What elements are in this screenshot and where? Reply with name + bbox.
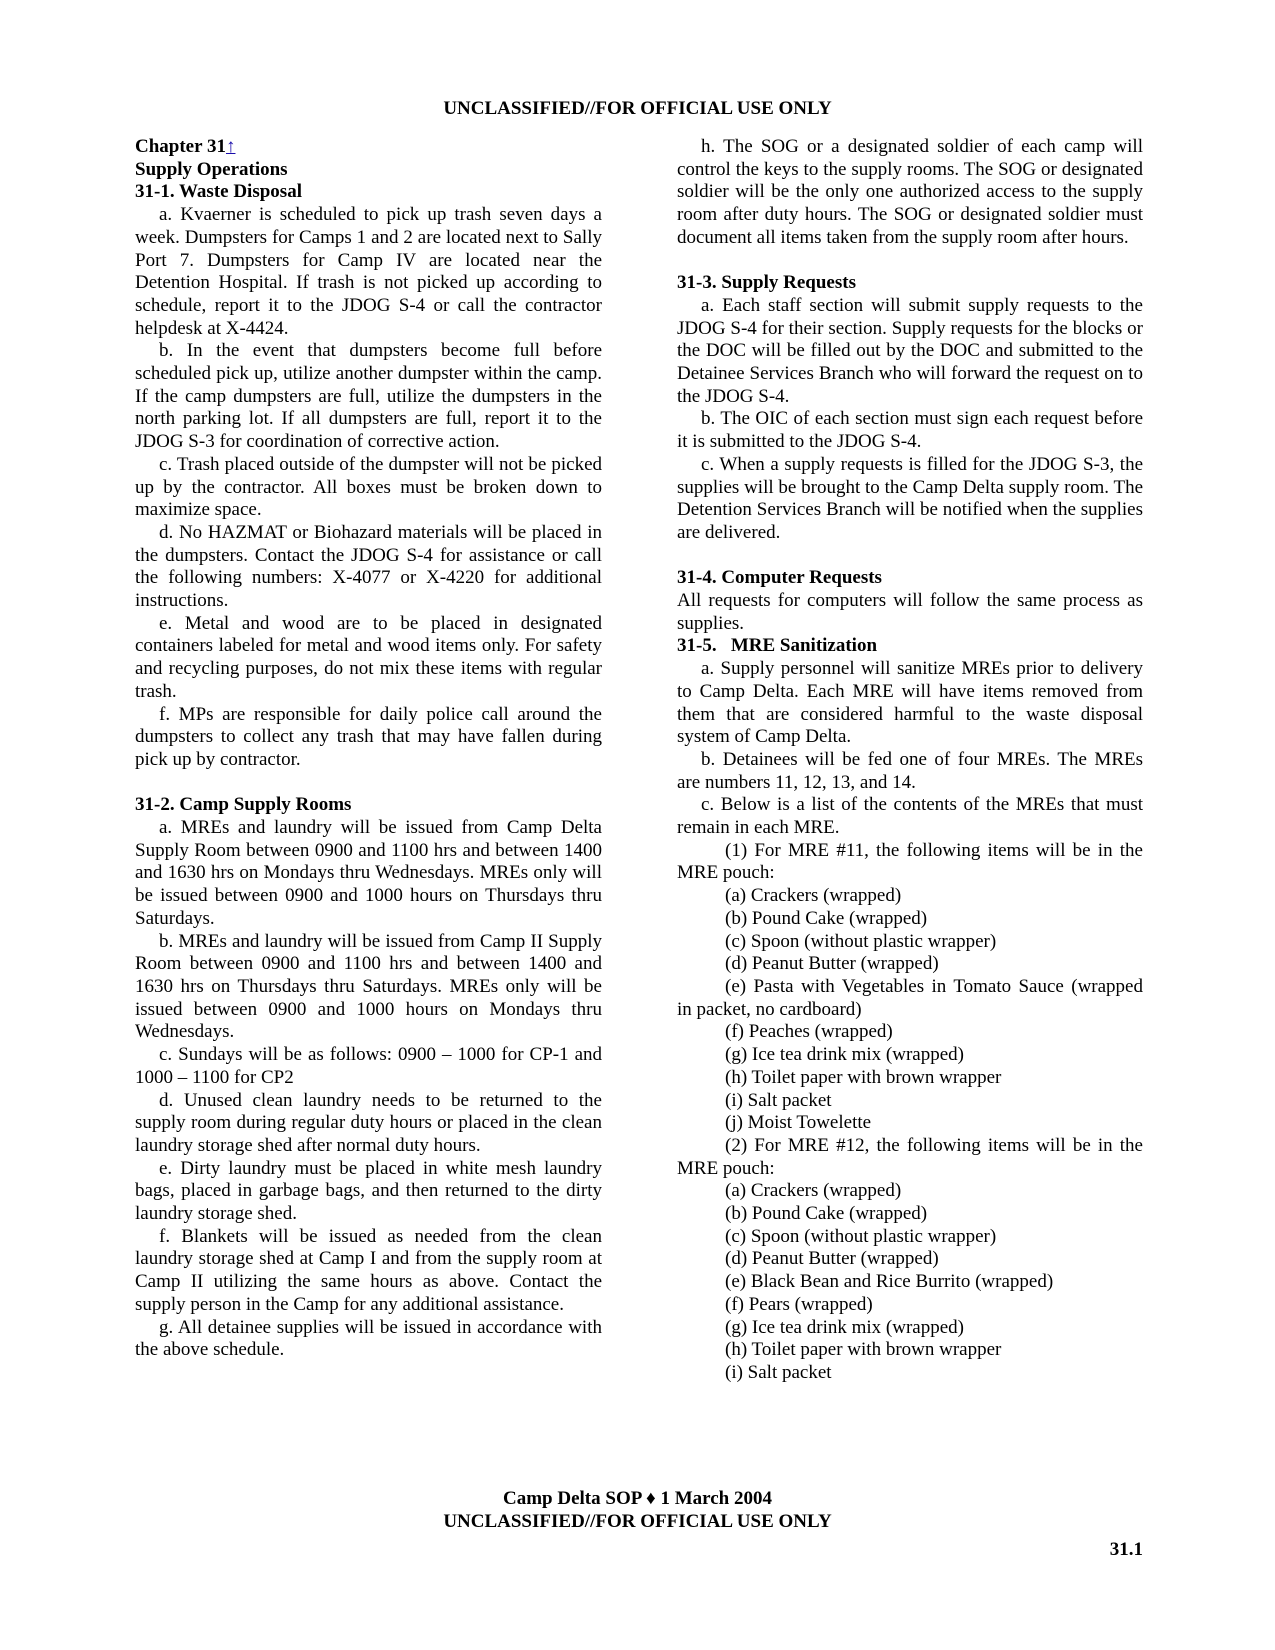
list-item: (e) Black Bean and Rice Burrito (wrapped) xyxy=(725,1271,1054,1293)
list-item: (f) Pears (wrapped) xyxy=(725,1293,873,1315)
paragraph-31-2-a: a. MREs and laundry will be issued from Camp Delta Supply Room between 0900 and 1100 hrs and between 1400 and 1630 hrs on Mondays thru Wednesdays. MREs only will be issued between 0900 and 1000 hours on Thursdays thru Saturdays. xyxy=(135,817,602,929)
right-column xyxy=(677,136,1143,1385)
chapter-title: Supply Operations xyxy=(135,158,288,180)
paragraph-31-2-g: g. All detainee supplies will be issued in accordance with the above schedule. xyxy=(135,1316,602,1361)
paragraph-31-2-b: b. MREs and laundry will be issued from Camp II Supply Room between 0900 and 1100 hrs and between 1400 and 1630 hrs on Thursdays thru Saturdays. MREs only will be issued between 0900 and 1000 hours on Mondays thru Wednesdays. xyxy=(135,930,602,1043)
chapter-heading xyxy=(135,136,602,159)
paragraph-31-3-b: b. The OIC of each section must sign each request before it is submitted to the JDOG S-4. xyxy=(677,408,1143,453)
paragraph-31-5-b: b. Detainees will be fed one of four MREs. The MREs are numbers 11, 12, 13, and 14. xyxy=(677,748,1143,793)
list-item: (g) Ice tea drink mix (wrapped) xyxy=(725,1044,964,1066)
paragraph-31-1-a: a. Kvaerner is scheduled to pick up trash seven days a week. Dumpsters for Camps 1 and 2 are located next to Sally Port 7. Dumpsters for Camp IV are located near the Detention Hospital. If trash is not picked up according to schedule, report it to the JDOG S-4 or call the contractor helpdesk at X-4424. xyxy=(135,204,602,339)
list-item: (h) Toilet paper with brown wrapper xyxy=(725,1066,1002,1088)
list-item: (a) Crackers (wrapped) xyxy=(725,885,902,907)
paragraph-31-1-f: f. MPs are responsible for daily police call around the dumpsters to collect any trash that may have fallen during pick up by contractor. xyxy=(135,703,602,770)
page-number: 31.1 xyxy=(1109,1539,1143,1560)
section-heading-31-2: 31-2. Camp Supply Rooms xyxy=(135,794,352,816)
section-heading-31-1: 31-1. Waste Disposal xyxy=(135,181,302,203)
paragraph-31-2-c: c. Sundays will be as follows: 0900 – 1000 for CP-1 and 1000 – 1100 for CP2 xyxy=(135,1044,602,1088)
list-item: (c) Spoon (without plastic wrapper) xyxy=(725,930,997,952)
paragraph-31-1-b: b. In the event that dumpsters become full before scheduled pick up, utilize another dumpster within the camp. If the camp dumpsters are full, utilize the dumpsters in the north parking lot. If all dumpsters are full, report it to the JDOG S-3 for coordination of corrective action. xyxy=(135,340,602,453)
paragraph-31-4: All requests for computers will follow the same process as supplies. xyxy=(677,590,1143,634)
list-item: (b) Pound Cake (wrapped) xyxy=(725,907,928,929)
spacer xyxy=(677,250,1143,273)
list-item: (h) Toilet paper with brown wrapper xyxy=(725,1339,1002,1361)
section-heading-31-3: 31-3. Supply Requests xyxy=(677,272,856,294)
paragraph-31-1-d: d. No HAZMAT or Biohazard materials will be placed in the dumpsters. Contact the JDOG S-4 for assistance or call the following numbers: X-4077 or X-4220 for additional instructions. xyxy=(135,521,602,612)
list-item: (a) Crackers (wrapped) xyxy=(725,1180,902,1202)
footer-document-title: Camp Delta SOP ♦ 1 March 2004 xyxy=(503,1488,772,1509)
spacer xyxy=(677,545,1143,568)
paragraph-31-2-f: f. Blankets will be issued as needed from the clean laundry storage shed at Camp I and from the supply room at Camp II utilizing the same hours as above. Contact the supply person in the Camp for any additional assistance. xyxy=(135,1225,602,1315)
mre-12-intro: (2) For MRE #12, the following items will be in the MRE pouch: xyxy=(677,1134,1143,1179)
paragraph-31-3-a: a. Each staff section will submit supply requests to the JDOG S-4 for their section. Supply requests for the blocks or the DOC will be filled out by the DOC and submitted to the Detainee Services Branch who will forward the request on to the JDOG S-4. xyxy=(677,294,1143,407)
section-heading-31-4: 31-4. Computer Requests xyxy=(677,567,882,589)
paragraph-31-2-d: d. Unused clean laundry needs to be returned to the supply room during regular duty hours or placed in the clean laundry storage shed after normal duty hours. xyxy=(135,1089,602,1156)
list-item: (d) Peanut Butter (wrapped) xyxy=(725,953,939,975)
back-to-top-arrow-link[interactable]: ↑ xyxy=(225,136,236,157)
footer-classification: UNCLASSIFIED//FOR OFFICIAL USE ONLY xyxy=(443,1511,832,1532)
list-item: (e) Pasta with Vegetables in Tomato Sauce (wrapped in packet, no cardboard) xyxy=(677,975,1143,1020)
paragraph-31-2-h: h. The SOG or a designated soldier of each camp will control the keys to the supply rooms. The SOG or designated soldier will be the only one authorized access to the supply room after duty hours. The SOG or designated soldier must document all items taken from the supply room after hours. xyxy=(677,136,1143,248)
paragraph-31-5-c: c. Below is a list of the contents of the MREs that must remain in each MRE. xyxy=(677,794,1143,839)
chapter-label: Chapter 31 xyxy=(135,136,226,157)
paragraph-31-1-e: e. Metal and wood are to be placed in designated containers labeled for metal and wood items only. For safety and recycling purposes, do not mix these items with regular trash. xyxy=(135,612,602,702)
page-footer xyxy=(0,1487,1275,1533)
classification-header: UNCLASSIFIED//FOR OFFICIAL USE ONLY xyxy=(443,98,832,119)
section-heading-31-5: 31-5. MRE Sanitization xyxy=(677,635,878,657)
left-column xyxy=(135,136,602,1362)
list-item: (c) Spoon (without plastic wrapper) xyxy=(725,1225,997,1247)
list-item: (f) Peaches (wrapped) xyxy=(725,1021,893,1043)
list-item: (i) Salt packet xyxy=(725,1089,832,1111)
list-item: (d) Peanut Butter (wrapped) xyxy=(725,1248,939,1270)
list-item: (j) Moist Towelette xyxy=(725,1112,872,1134)
list-item: (b) Pound Cake (wrapped) xyxy=(725,1203,928,1225)
list-item: (i) Salt packet xyxy=(725,1361,832,1383)
mre-11-intro: (1) For MRE #11, the following items will be in the MRE pouch: xyxy=(677,839,1143,884)
paragraph-31-5-a: a. Supply personnel will sanitize MREs prior to delivery to Camp Delta. Each MRE will have items removed from them that are considered harmful to the waste disposal system of Camp Delta. xyxy=(677,658,1143,748)
list-item: (g) Ice tea drink mix (wrapped) xyxy=(725,1316,964,1338)
paragraph-31-1-c: c. Trash placed outside of the dumpster will not be picked up by the contractor. All boxes must be broken down to maximize space. xyxy=(135,453,602,521)
spacer xyxy=(135,772,602,795)
paragraph-31-3-c: c. When a supply requests is filled for the JDOG S-3, the supplies will be brought to the Camp Delta supply room. The Detention Services Branch will be notified when the supplies are delivered. xyxy=(677,453,1143,543)
paragraph-31-2-e: e. Dirty laundry must be placed in white mesh laundry bags, placed in garbage bags, and then returned to the dirty laundry storage shed. xyxy=(135,1157,602,1225)
